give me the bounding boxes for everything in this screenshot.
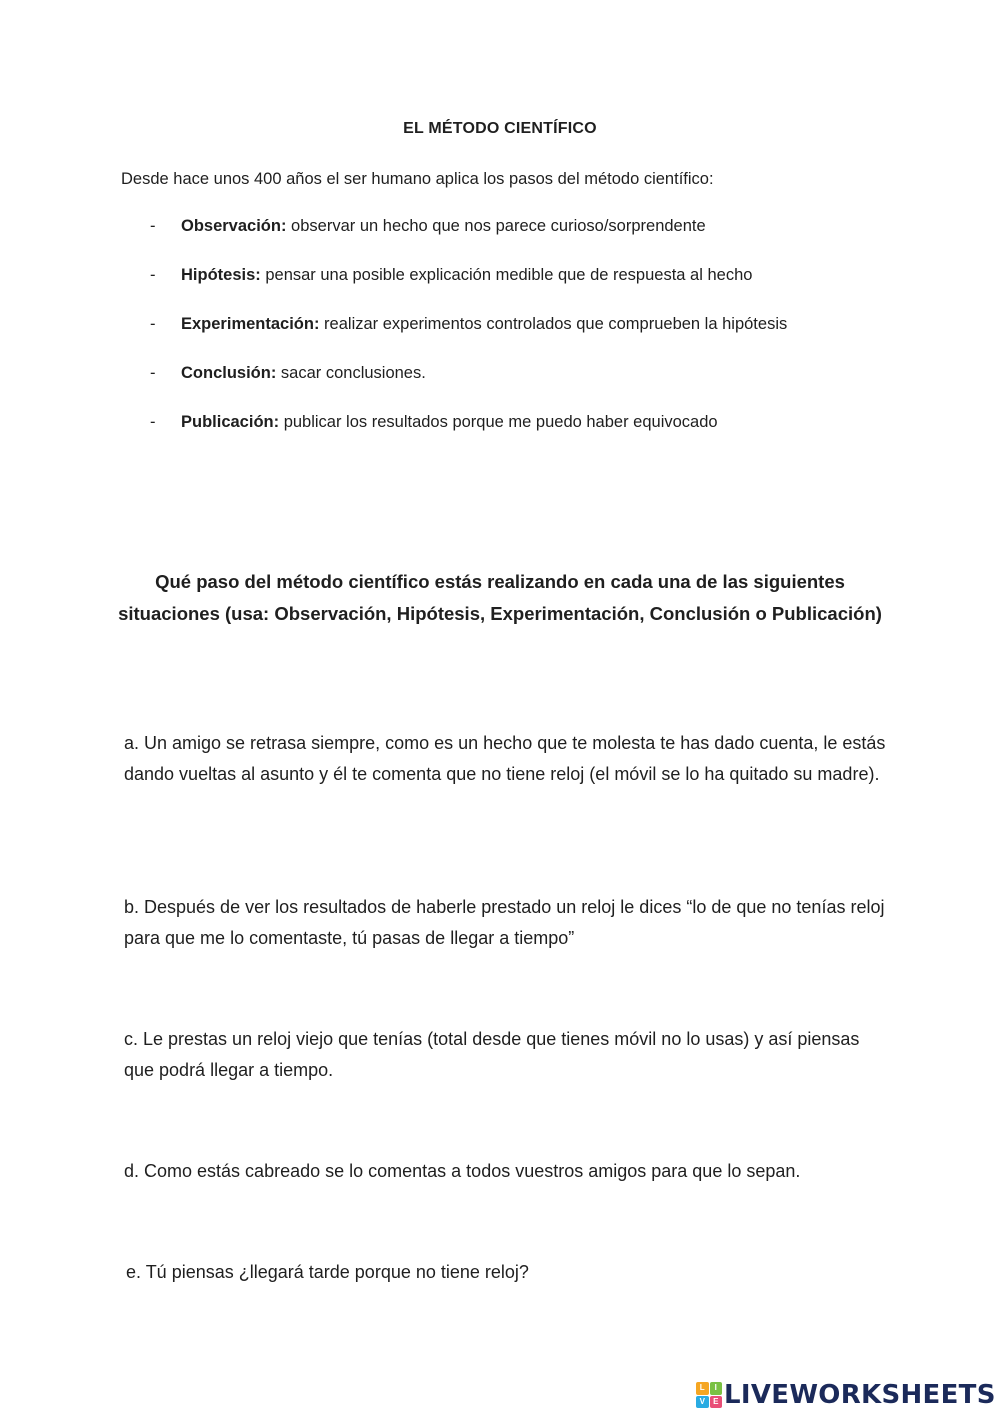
logo-tile: L [696,1382,709,1395]
list-item [150,315,787,364]
situation-d: d. Como estás cabreado se lo comentas a todos vuestros amigos para que lo sepan. [124,1161,801,1181]
step-description: pensar una posible explicación medible que de respuesta al hecho [260,266,753,284]
intro-paragraph: Desde hace unos 400 años el ser humano aplica los pasos del método científico: [121,170,714,188]
situation-a: a. Un amigo se retrasa siempre, como es un hecho que te molesta te has dado cuenta, le estás dando vueltas al asunto y él te comenta que no tiene reloj (el móvil se lo ha quitado su madre). [124,733,886,784]
logo-tile: E [710,1396,723,1409]
bullet-dash: - [150,413,156,431]
bullet-dash: - [150,217,156,235]
liveworksheets-brand[interactable] [696,1378,996,1412]
liveworksheets-logo-icon [696,1382,722,1408]
step-term: Conclusión: [181,364,277,382]
step-term: Experimentación: [181,315,320,333]
logo-tile: V [696,1396,709,1409]
step-description: publicar los resultados porque me puedo haber equivocado [279,413,718,431]
step-description: sacar conclusiones. [276,364,426,382]
step-description: observar un hecho que nos parece curioso/sorprendente [286,217,706,235]
step-description: realizar experimentos controlados que comprueben la hipótesis [319,315,788,333]
bullet-dash: - [150,266,156,284]
situation-c: c. Le prestas un reloj viejo que tenías (total desde que tienes móvil no lo usas) y así piensas que podrá llegar a tiempo. [124,1029,860,1080]
situation-e: e. Tú piensas ¿llegará tarde porque no tiene reloj? [126,1262,529,1282]
bullet-dash: - [150,315,156,333]
page-title: EL MÉTODO CIENTÍFICO [403,120,597,137]
list-item [150,266,787,315]
step-term: Publicación: [181,413,280,431]
brand-name: LIVEWORKSHEETS [724,1380,996,1410]
question-heading: Qué paso del método científico estás realizando en cada una de las siguientes situaciones (usa: Observación, Hipótesis, Experimentación, Conclusión o Publicación) [118,571,882,624]
list-item [150,217,787,266]
list-item [150,364,787,413]
bullet-dash: - [150,364,156,382]
step-term: Hipótesis: [181,266,261,284]
step-term: Observación: [181,217,287,235]
situation-b: b. Después de ver los resultados de haberle prestado un reloj le dices “lo de que no tenías reloj para que me lo comentaste, tú pasas de llegar a tiempo” [124,897,885,948]
method-steps-list [150,217,787,462]
logo-tile: I [710,1382,723,1395]
list-item [150,413,787,462]
